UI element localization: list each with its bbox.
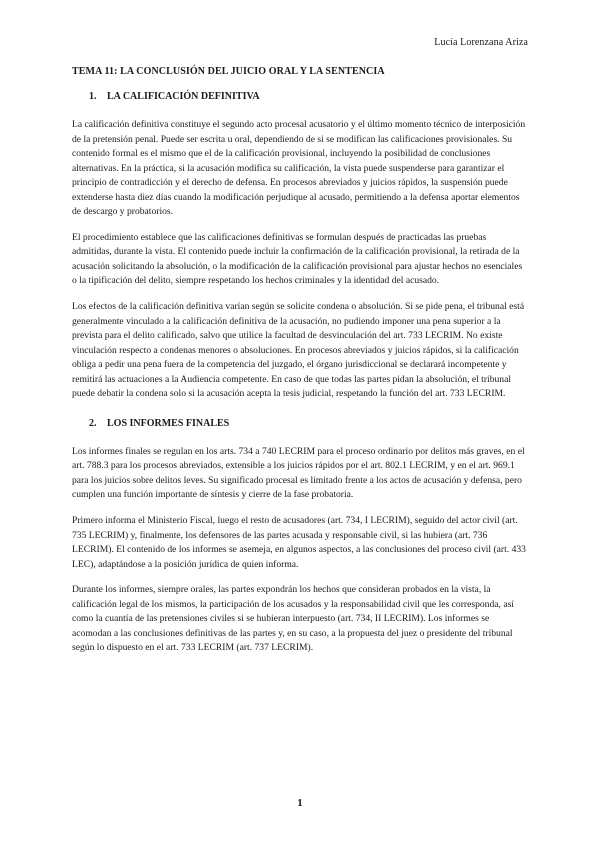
section-heading xyxy=(89,418,528,429)
paragraph: Los informes finales se regulan en los arts. 734 a 740 LECRIM para el proceso ordinario por delitos más graves, en el art. 788.3 para los procesos abreviados, extensible a los juicios rápidos por el art. 802.1 LECRIM, y en el art. 969.1 para los juicios sobre delitos leves. Su significado procesal es limitado frente a los actos de acusación y defensa, pero cumplen una función importante de síntesis y cierre de la fase probatoria. xyxy=(72,445,525,501)
header-author: Lucía Lorenzana Ariza xyxy=(434,37,528,48)
paragraph: El procedimiento establece que las calificaciones definitivas se formulan después de practicadas las pruebas admitidas, durante la vista. El contenido puede incluir la confirmación de la calificación provisional, la retirada de la acusación solicitando la absolución, o la modificación de la calificación provisional para ajustar hechos no esenciales o la tipificación del delito, siempre respetando los hechos criminales y la identidad del acusado. xyxy=(72,231,523,287)
section-title: LA CALIFICACIÓN DEFINITIVA xyxy=(107,91,260,102)
paragraph: Durante los informes, siempre orales, las partes expondrán los hechos que consideran probados en la vista, la calificación legal de los mismos, la participación de los acusados y la responsabilidad civil que les corresponda, así como la cuantía de las pretensiones civiles si se hubieran interpuesto (art. 734, II LECRIM). Los informes se acomodan a las conclusiones definitivas de las partes y, en su caso, a la propuesta del juez o presidente del tribunal según lo dispuesto en el art. 733 LECRIM (art. 737 LECRIM). xyxy=(72,584,514,654)
paragraph: Primero informa el Ministerio Fiscal, luego el resto de acusadores (art. 734, I LECRIM), seguido del actor civil (art. 735 LECRIM) y, finalmente, los defensores de las partes acusada y responsable civil, si las hubiera (art. 736 LECRIM). El contenido de los informes se asemeja, en algunos aspectos, a las conclusiones del proceso civil (art. 433 LEC), adaptándose a la posición jurídica de quien informa. xyxy=(72,515,526,570)
paragraph: Los efectos de la calificación definitiva varían según se solicite condena o absolución. Si se pide pena, el tribunal está generalmente vinculado a la calificación definitiva de la acusación, no pudiendo imponer una pena superior a la prevista para el delito calificado, salvo que utilice la facultad de desvinculación del art. 733 LECRIM. No existe vinculación respecto a condenas menores o absoluciones. En procesos abreviados y juicios rápidos, si la calificación obliga a pedir una pena fuera de la competencia del juzgado, el órgano jurisdiccional se declarará incompetente y remitirá las actuaciones a la Audiencia competente. En caso de que todas las partes pidan la absolución, el tribunal puede debatir la condena solo si la acusación acepta la tesis judicial, respetando la función del art. 733 LECRIM. xyxy=(72,301,525,400)
section-heading xyxy=(89,91,528,102)
paragraph: La calificación definitiva constituye el segundo acto procesal acusatorio y el último momento técnico de interposición de la pretensión penal. Puede ser escrita u oral, dependiendo de si se modifican las calificaciones provisionales. Su contenido formal es el mismo que el de la calificación provisional, incluyendo la posibilidad de conclusiones alternativas. En la práctica, si la acusación modifica su calificación, la vista puede suspenderse para garantizar el principio de contradicción y el derecho de defensa. En procesos abreviados y juicios rápidos, la suspensión puede extenderse hasta diez días cuando la modificación perjudique al acusado, permitiendo a la defensa aportar elementos de descargo y probatorios. xyxy=(72,119,526,218)
document-body xyxy=(72,66,528,667)
page-number: 1 xyxy=(297,797,303,809)
document-title: TEMA 11: LA CONCLUSIÓN DEL JUICIO ORAL Y LA SENTENCIA xyxy=(72,66,385,77)
section-number: 2. xyxy=(89,417,97,429)
section-number: 1. xyxy=(89,91,97,102)
section-title: LOS INFORMES FINALES xyxy=(107,417,230,429)
